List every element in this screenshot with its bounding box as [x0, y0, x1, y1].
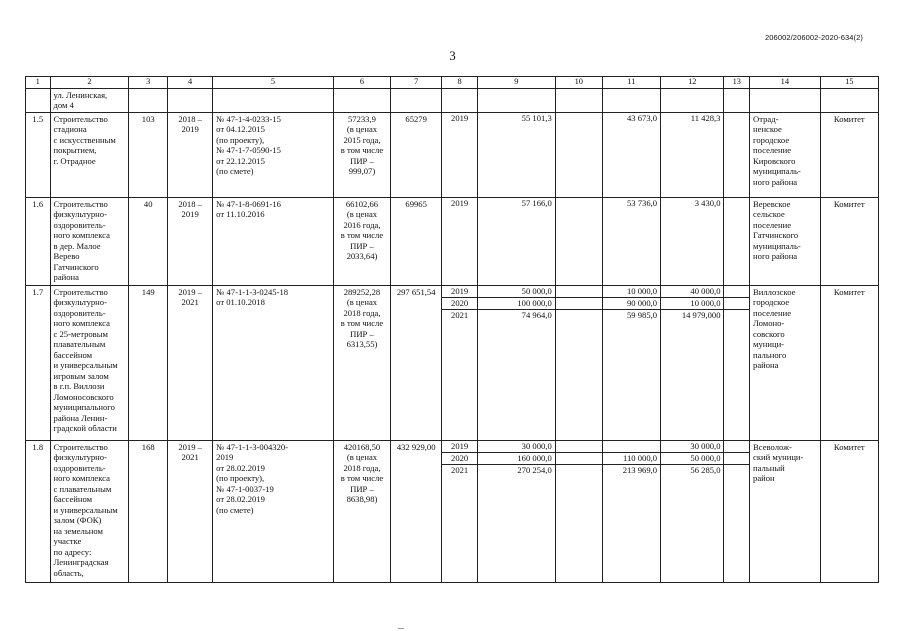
cell-col12 — [661, 285, 724, 440]
cell-year — [442, 197, 478, 285]
header-cell-13: 13 — [724, 77, 750, 89]
cell-col11-line: 213 969,0 — [622, 464, 658, 475]
cell-estimated-cost: 420168,50 (в ценах 2018 года, в том числе ПИР – 8638,98) — [333, 440, 390, 582]
cell-responsible: Комитет — [820, 197, 878, 285]
cell-responsible: Комитет — [820, 285, 878, 440]
cell-col10-line — [556, 465, 602, 476]
header-cell-3: 3 — [129, 77, 168, 89]
cell-col13-lines — [724, 286, 749, 321]
cell-year-line: 2019 — [451, 112, 469, 123]
cell-col13-lines — [724, 113, 749, 124]
cell-year-lines — [442, 441, 477, 476]
cell-period: 2019 – 2021 — [168, 440, 213, 582]
header-cell-4: 4 — [168, 77, 213, 89]
cell-period: 2018 – 2019 — [168, 112, 213, 197]
cell-year-line: 2019 — [442, 441, 477, 453]
cell-col12-line: 11 428,3 — [690, 112, 721, 123]
cell-col12-line: 56 285,0 — [690, 464, 721, 475]
cell-year-line: 2019 — [442, 286, 477, 298]
cell-col11 — [602, 197, 660, 285]
cell-col9-line: 100 000,0 — [478, 298, 555, 310]
cell-col10-lines — [556, 113, 602, 124]
cell-col12-lines — [661, 113, 723, 124]
cell-col11-line: 90 000,0 — [603, 298, 660, 310]
header-cell-1: 1 — [26, 77, 51, 89]
cell-col3: 40 — [129, 197, 168, 285]
cell-col10-line — [556, 310, 602, 321]
cell-col13-lines — [724, 198, 749, 209]
cell-col9-line: 74 964,0 — [521, 309, 552, 320]
cell-col13-line — [724, 465, 749, 476]
cell-responsible: Комитет — [820, 112, 878, 197]
cell-col3: 168 — [129, 440, 168, 582]
cell-col13-line — [724, 113, 749, 124]
cell-object-name: Строительство физкультурно- оздоровитель- ного комплекса с плавательным бассейном и универсальным залом (ФОК) на земельном участке по адресу: Ленинградская область, — [50, 440, 129, 582]
cell-object-name: Строительство стадиона с искусственным покрытием, г. Отрадное — [50, 112, 129, 197]
cell-expertise-docs: № 47-1-1-3-0245-18 от 01.10.2018 — [213, 285, 334, 440]
cell-col12-line: 14 979,000 — [681, 309, 721, 320]
cell-col11 — [602, 112, 660, 197]
cell-number: 1.6 — [26, 197, 51, 285]
header-cell-7: 7 — [391, 77, 442, 89]
cell-col11-line: 59 985,0 — [627, 309, 658, 320]
cell-col11-line: 43 673,0 — [627, 112, 658, 123]
header-cell-12: 12 — [661, 77, 724, 89]
cell-col10-line — [556, 198, 602, 209]
cell-col12-lines — [661, 198, 723, 209]
cell-period: 2019 – 2021 — [168, 285, 213, 440]
cell-year — [442, 285, 478, 440]
program-table — [25, 76, 879, 583]
cell-col7: 69965 — [391, 197, 442, 285]
cell-col10-line — [556, 113, 602, 124]
header-cell-11: 11 — [602, 77, 660, 89]
cell-year-lines — [442, 198, 477, 209]
cell-period: 2018 – 2019 — [168, 197, 213, 285]
cell-object-name: Строительство физкультурно- оздоровитель- ного комплекса в дер. Малое Верево Гатчинского района — [50, 197, 129, 285]
cell-col9-line: 55 101,3 — [521, 112, 552, 123]
cell-col9-line: 30 000,0 — [478, 441, 555, 453]
cell-col11-lines — [603, 113, 660, 124]
cell-col11-lines — [603, 286, 660, 321]
cell-number: 1.8 — [26, 440, 51, 582]
cell-col10-line — [556, 286, 602, 298]
cell-col13 — [724, 285, 750, 440]
cell-estimated-cost: 66102,66 (в ценах 2016 года, в том числе ПИР – 2033,64) — [333, 197, 390, 285]
cell-col12 — [661, 112, 724, 197]
cell-year-line: 2020 — [442, 298, 477, 310]
cell-estimated-cost: 57233,9 (в ценах 2015 года, в том числе ПИР – 999,07) — [333, 112, 390, 197]
cell-location: Всеволож- ский муници- пальный район — [750, 440, 821, 582]
cell-col11 — [602, 285, 660, 440]
table-row — [26, 197, 879, 285]
table-row — [26, 112, 879, 197]
cell-col12-lines — [661, 441, 723, 476]
header-cell-9: 9 — [478, 77, 556, 89]
header-cell-5: 5 — [213, 77, 334, 89]
cell-col9-line: 50 000,0 — [478, 286, 555, 298]
cell-col10-line — [556, 453, 602, 465]
cell-col12-line: 30 000,0 — [661, 441, 723, 453]
cell-responsible: Комитет — [820, 440, 878, 582]
cell-col9-line: 160 000,0 — [478, 453, 555, 465]
cell-expertise-docs: № 47-1-8-0691-16 от 11.10.2016 — [213, 197, 334, 285]
cell-col12-line: 10 000,0 — [661, 298, 723, 310]
cell-col9 — [478, 112, 556, 197]
cell-col11-lines — [603, 441, 660, 476]
cell-col12-line: 3 430,0 — [694, 197, 721, 208]
cell-col13 — [724, 112, 750, 197]
cell-location: Веревское сельское поселение Гатчинского муниципаль- ного района — [750, 197, 821, 285]
header-cell-15: 15 — [820, 77, 878, 89]
cell-col10-line — [556, 298, 602, 310]
cell-col9-lines — [478, 198, 555, 209]
cell-col13-line — [724, 310, 749, 321]
cell-col10 — [555, 285, 602, 440]
cell-col13-lines — [724, 441, 749, 476]
cell-estimated-cost: 289252,28 (в ценах 2018 года, в том числе ПИР – 6313,55) — [333, 285, 390, 440]
cell-col11-line: 10 000,0 — [603, 286, 660, 298]
cell-col11-line: 110 000,0 — [603, 453, 660, 465]
header-cell-10: 10 — [555, 77, 602, 89]
cell-col9-lines — [478, 441, 555, 476]
cell-col10-lines — [556, 198, 602, 209]
cell-col13-line — [724, 198, 749, 209]
table-row-carry — [26, 89, 879, 113]
cell-col13-line — [724, 441, 749, 453]
scan-mark — [398, 628, 404, 629]
cell-year-line: 2021 — [451, 309, 469, 320]
page-number: 3 — [449, 48, 456, 63]
cell-col12-lines — [661, 286, 723, 321]
cell-col11-line — [603, 441, 660, 453]
cell-col13-line — [724, 298, 749, 310]
cell-number: 1.5 — [26, 112, 51, 197]
cell-col10-lines — [556, 286, 602, 321]
cell-col13 — [724, 197, 750, 285]
document-reference: 206002/206002-2020-634(2) — [765, 33, 863, 42]
cell-col10-lines — [556, 441, 602, 476]
cell-col12-line: 50 000,0 — [661, 453, 723, 465]
cell-col12-line: 40 000,0 — [661, 286, 723, 298]
cell-col10 — [555, 112, 602, 197]
cell-location: Отрад- ненское городское поселение Кировского муниципаль- ного района — [750, 112, 821, 197]
cell-col9 — [478, 197, 556, 285]
cell-col10 — [555, 440, 602, 582]
cell-col9 — [478, 285, 556, 440]
cell-expertise-docs: № 47-1-1-3-004320- 2019 от 28.02.2019 (по проекту), № 47-1-0037-19 от 28.02.2019 (по смете) — [213, 440, 334, 582]
table-row — [26, 285, 879, 440]
cell-col9-lines — [478, 286, 555, 321]
header-cell-2: 2 — [50, 77, 129, 89]
header-cell-6: 6 — [333, 77, 390, 89]
cell-col13-line — [724, 453, 749, 465]
cell-col10-line — [556, 441, 602, 453]
cell-col9-line: 270 254,0 — [517, 464, 552, 475]
cell-number: 1.7 — [26, 285, 51, 440]
cell-col11 — [602, 440, 660, 582]
cell-location: Виллозское городское поселение Ломоно- совского муници- пального района — [750, 285, 821, 440]
cell-col12 — [661, 197, 724, 285]
header-cell-14: 14 — [750, 77, 821, 89]
cell-col3: 103 — [129, 112, 168, 197]
cell-object-name: Строительство физкультурно- оздоровитель- ного комплекса с 25-метровым плавательным бассейном и универсальным игровым залом в г.п. Виллози Ломоносовского муниципального района Ленин- градской области — [50, 285, 129, 440]
table-row — [26, 440, 879, 582]
cell-col11-line: 53 736,0 — [627, 197, 658, 208]
cell-col10 — [555, 197, 602, 285]
cell-name: ул. Ленинская, дом 4 — [50, 89, 129, 113]
cell-col3: 149 — [129, 285, 168, 440]
cell-col9-lines — [478, 113, 555, 124]
cell-year — [442, 440, 478, 582]
cell-col11-lines — [603, 198, 660, 209]
cell-col7: 432 929,00 — [391, 440, 442, 582]
table-header-row — [26, 77, 879, 89]
cell-year-line: 2020 — [442, 453, 477, 465]
cell-col13-line — [724, 286, 749, 298]
cell-col7: 65279 — [391, 112, 442, 197]
cell-col12 — [661, 440, 724, 582]
cell-col7: 297 651,54 — [391, 285, 442, 440]
cell-year-lines — [442, 286, 477, 321]
cell-year-line: 2019 — [451, 197, 469, 208]
cell-col9-line: 57 166,0 — [521, 197, 552, 208]
cell-expertise-docs: № 47-1-4-0233-15 от 04.12.2015 (по проекту), № 47-1-7-0590-15 от 22.12.2015 (по смете) — [213, 112, 334, 197]
cell-year — [442, 112, 478, 197]
cell-year-line: 2021 — [451, 464, 469, 475]
header-cell-8: 8 — [442, 77, 478, 89]
cell-col9 — [478, 440, 556, 582]
cell-col13 — [724, 440, 750, 582]
cell-year-lines — [442, 113, 477, 124]
